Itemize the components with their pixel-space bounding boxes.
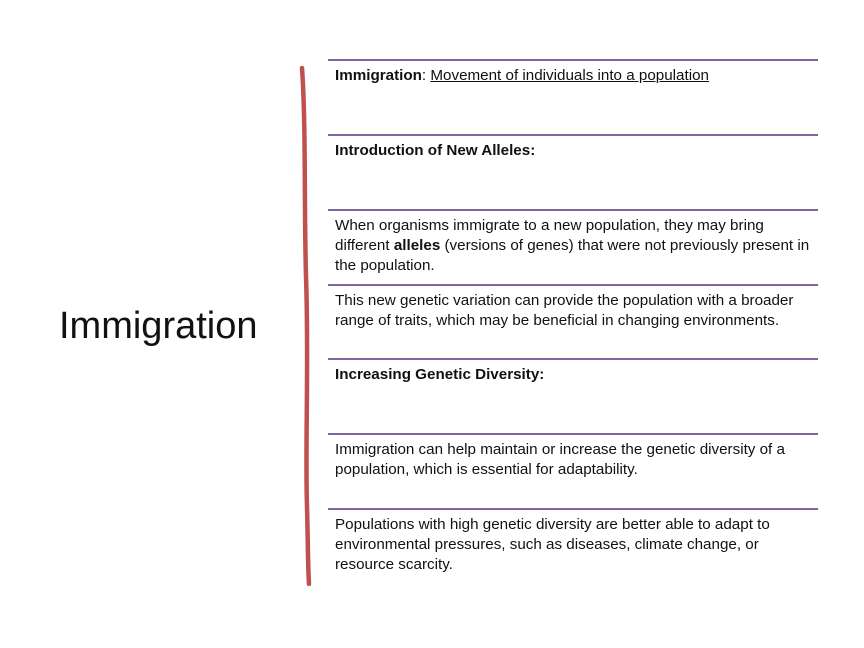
alleles-paragraph bbox=[328, 209, 818, 284]
paragraph-text: Immigration can help maintain or increase the genetic diversity of a population, which is essential for adaptability. bbox=[335, 441, 785, 478]
definition-separator: : bbox=[421, 67, 431, 84]
bracket-decoration bbox=[296, 66, 320, 586]
definition-text: Movement of individuals into a population bbox=[430, 67, 709, 84]
paragraph-text: When organisms immigrate to a new population, they may bring different bbox=[335, 217, 764, 254]
definition-term: Immigration bbox=[335, 67, 422, 84]
variation-paragraph bbox=[328, 284, 818, 359]
diversity-paragraph bbox=[328, 433, 818, 508]
adaptation-paragraph bbox=[328, 508, 818, 583]
paragraph-text: This new genetic variation can provide the population with a broader range of traits, which may be beneficial in changing environments. bbox=[335, 292, 794, 329]
heading-text: Introduction of New Alleles: bbox=[335, 142, 536, 159]
section-heading-new-alleles bbox=[328, 134, 818, 209]
alleles-term: alleles bbox=[393, 237, 441, 254]
paragraph-text: Populations with high genetic diversity are better able to adapt to environmental pressures, such as diseases, climate change, or resource scarcity. bbox=[335, 516, 770, 573]
section-heading-genetic-diversity bbox=[328, 358, 818, 433]
paragraph-text: (versions of genes) that were not previously present in the population. bbox=[335, 237, 810, 274]
heading-text: Increasing Genetic Diversity: bbox=[335, 366, 545, 383]
definition-item bbox=[328, 59, 818, 134]
slide-title: Immigration bbox=[59, 305, 258, 347]
